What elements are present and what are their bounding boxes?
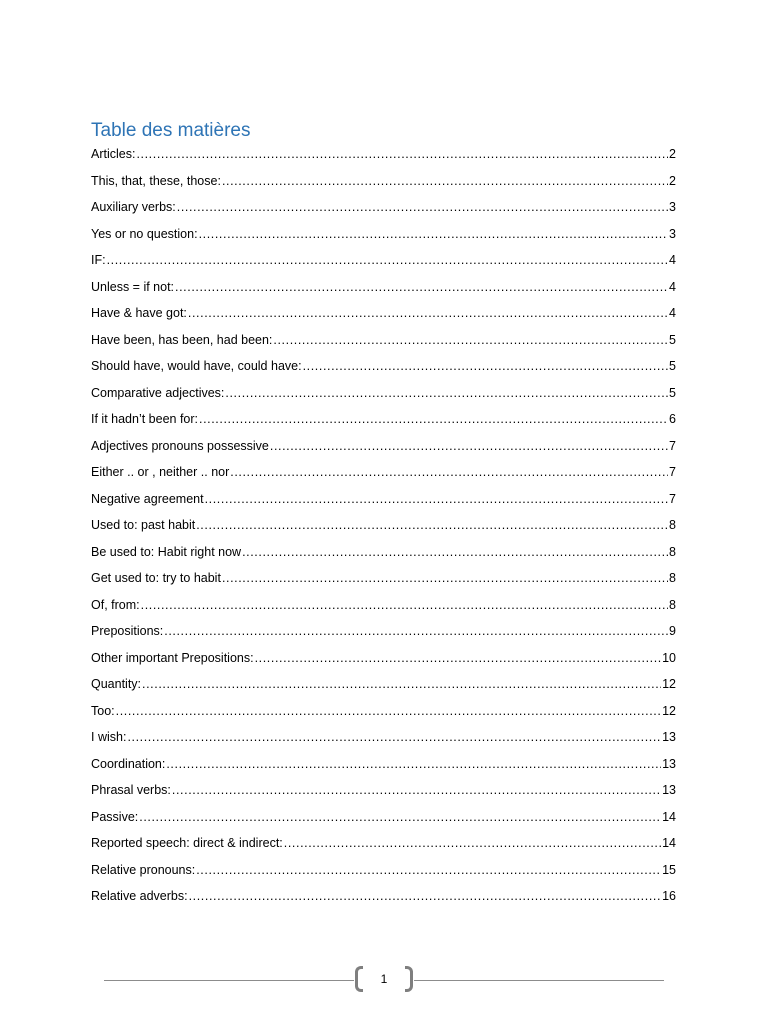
- toc-entry-label: Reported speech: direct & indirect:: [91, 836, 283, 850]
- toc-entry-page-number: 9: [669, 624, 676, 638]
- toc-entry-page-number: 13: [662, 730, 676, 744]
- toc-dot-leader: [107, 247, 668, 274]
- toc-entry-label: Passive:: [91, 809, 139, 824]
- toc-entry[interactable]: [91, 353, 676, 380]
- toc-entry-page-number: 14: [662, 809, 676, 824]
- toc-entry[interactable]: [91, 459, 676, 486]
- toc-entry-label: Either .. or , neither .. nor: [91, 465, 230, 479]
- toc-entry[interactable]: [91, 247, 676, 274]
- toc-dot-leader: [166, 751, 661, 778]
- toc-entry-page-number: 16: [662, 889, 676, 903]
- toc-entry-label: Other important Prepositions:: [91, 650, 254, 665]
- toc-dot-leader: [199, 221, 668, 248]
- toc-entry-label: Comparative adjectives:: [91, 385, 225, 400]
- toc-entry[interactable]: [91, 751, 676, 778]
- toc-dot-leader: [196, 857, 661, 884]
- toc-entry[interactable]: [91, 486, 676, 513]
- toc-entry[interactable]: [91, 380, 676, 407]
- toc-entry-label: Have & have got:: [91, 306, 187, 320]
- toc-entry-label: I wish:: [91, 730, 127, 744]
- toc-list: [91, 141, 676, 910]
- toc-entry-label: Negative agreement: [91, 491, 204, 506]
- toc-entry-page-number: 4: [669, 306, 676, 320]
- toc-entry[interactable]: [91, 300, 676, 327]
- toc-entry-page-number: 5: [669, 332, 676, 347]
- toc-entry-label: Articles:: [91, 147, 136, 161]
- toc-entry[interactable]: [91, 327, 676, 354]
- toc-entry-label: IF:: [91, 253, 106, 267]
- toc-dot-leader: [175, 274, 668, 301]
- toc-entry-label: Prepositions:: [91, 624, 164, 638]
- toc-entry-page-number: 12: [662, 677, 676, 691]
- toc-entry-page-number: 5: [669, 385, 676, 400]
- toc-entry[interactable]: [91, 168, 676, 195]
- toc-entry-label: Quantity:: [91, 677, 142, 691]
- toc-entry-label: Have been, has been, had been:: [91, 332, 273, 347]
- toc-entry-page-number: 10: [662, 650, 676, 665]
- toc-entry-page-number: 8: [669, 597, 676, 612]
- toc-entry-label: Relative pronouns:: [91, 862, 196, 877]
- toc-entry-label: Relative adverbs:: [91, 889, 188, 903]
- toc-dot-leader: [270, 433, 668, 460]
- toc-dot-leader: [196, 512, 668, 539]
- toc-entry-label: Get used to: try to habit: [91, 571, 221, 585]
- toc-entry[interactable]: [91, 830, 676, 857]
- toc-entry-page-number: 8: [669, 518, 676, 532]
- toc-dot-leader: [188, 300, 668, 327]
- toc-entry-label: Adjectives pronouns possessive: [91, 438, 269, 453]
- toc-dot-leader: [139, 804, 661, 831]
- toc-entry[interactable]: [91, 698, 676, 725]
- toc-entry-label: This, that, these, those:: [91, 173, 221, 188]
- toc-dot-leader: [127, 724, 661, 751]
- toc-entry-page-number: 13: [662, 783, 676, 797]
- toc-entry-label: Of, from:: [91, 597, 140, 612]
- toc-entry-page-number: 7: [669, 491, 676, 506]
- toc-entry[interactable]: [91, 194, 676, 221]
- footer-rule-left: [104, 980, 354, 981]
- toc-entry[interactable]: [91, 592, 676, 619]
- toc-entry[interactable]: [91, 671, 676, 698]
- toc-dot-leader: [230, 459, 668, 486]
- toc-dot-leader: [284, 830, 661, 857]
- toc-entry-label: Unless = if not:: [91, 279, 175, 294]
- toc-entry-page-number: 12: [662, 703, 676, 718]
- toc-entry-page-number: 7: [669, 438, 676, 453]
- toc-entry-label: Phrasal verbs:: [91, 783, 171, 797]
- toc-entry-page-number: 3: [669, 200, 676, 214]
- toc-entry-page-number: 2: [669, 147, 676, 161]
- toc-dot-leader: [255, 645, 662, 672]
- toc-dot-leader: [189, 883, 662, 910]
- toc-entry[interactable]: [91, 539, 676, 566]
- toc-entry-label: Yes or no question:: [91, 226, 198, 241]
- toc-entry[interactable]: [91, 804, 676, 831]
- toc-entry-label: Coordination:: [91, 756, 166, 771]
- footer-bracket-right: [405, 966, 413, 992]
- toc-entry-label: Used to: past habit: [91, 518, 196, 532]
- toc-dot-leader: [199, 406, 668, 433]
- toc-entry[interactable]: [91, 857, 676, 884]
- toc-dot-leader: [177, 194, 668, 221]
- toc-entry[interactable]: [91, 777, 676, 804]
- toc-entry-label: Be used to: Habit right now: [91, 544, 242, 559]
- toc-entry-page-number: 5: [669, 359, 676, 373]
- toc-entry[interactable]: [91, 618, 676, 645]
- toc-entry[interactable]: [91, 645, 676, 672]
- toc-entry[interactable]: [91, 221, 676, 248]
- toc-entry-page-number: 6: [669, 412, 676, 426]
- toc-dot-leader: [142, 671, 661, 698]
- toc-dot-leader: [164, 618, 668, 645]
- footer-bracket-left: [355, 966, 363, 992]
- toc-entry[interactable]: [91, 274, 676, 301]
- toc-entry-page-number: 7: [669, 465, 676, 479]
- toc-dot-leader: [205, 486, 668, 513]
- footer-rule-right: [414, 980, 664, 981]
- toc-entry-page-number: 14: [662, 836, 676, 850]
- toc-dot-leader: [225, 380, 668, 407]
- toc-dot-leader: [136, 141, 668, 168]
- toc-entry[interactable]: [91, 406, 676, 433]
- footer-page-number: 1: [380, 972, 388, 986]
- toc-entry-page-number: 2: [669, 173, 676, 188]
- toc-dot-leader: [303, 353, 668, 380]
- toc-dot-leader: [141, 592, 668, 619]
- toc-entry[interactable]: [91, 724, 676, 751]
- toc-dot-leader: [242, 539, 668, 566]
- toc-entry[interactable]: [91, 433, 676, 460]
- toc-entry-page-number: 3: [669, 226, 676, 241]
- toc-dot-leader: [222, 565, 668, 592]
- toc-entry-page-number: 13: [662, 756, 676, 771]
- toc-dot-leader: [116, 698, 661, 725]
- toc-entry-label: Too:: [91, 703, 115, 718]
- toc-entry-page-number: 8: [669, 544, 676, 559]
- toc-entry-label: Auxiliary verbs:: [91, 200, 176, 214]
- toc-dot-leader: [273, 327, 668, 354]
- toc-entry-page-number: 8: [669, 571, 676, 585]
- toc-entry[interactable]: [91, 565, 676, 592]
- toc-entry-label: Should have, would have, could have:: [91, 359, 302, 373]
- toc-entry-label: If it hadn’t been for:: [91, 412, 199, 426]
- toc-entry[interactable]: [91, 512, 676, 539]
- toc-entry-page-number: 4: [669, 279, 676, 294]
- toc-entry[interactable]: [91, 141, 676, 168]
- toc-dot-leader: [172, 777, 661, 804]
- toc-title: Table des matières: [91, 120, 251, 141]
- toc-entry-page-number: 15: [662, 862, 676, 877]
- toc-entry-page-number: 4: [669, 253, 676, 267]
- toc-dot-leader: [222, 168, 668, 195]
- toc-entry[interactable]: [91, 883, 676, 910]
